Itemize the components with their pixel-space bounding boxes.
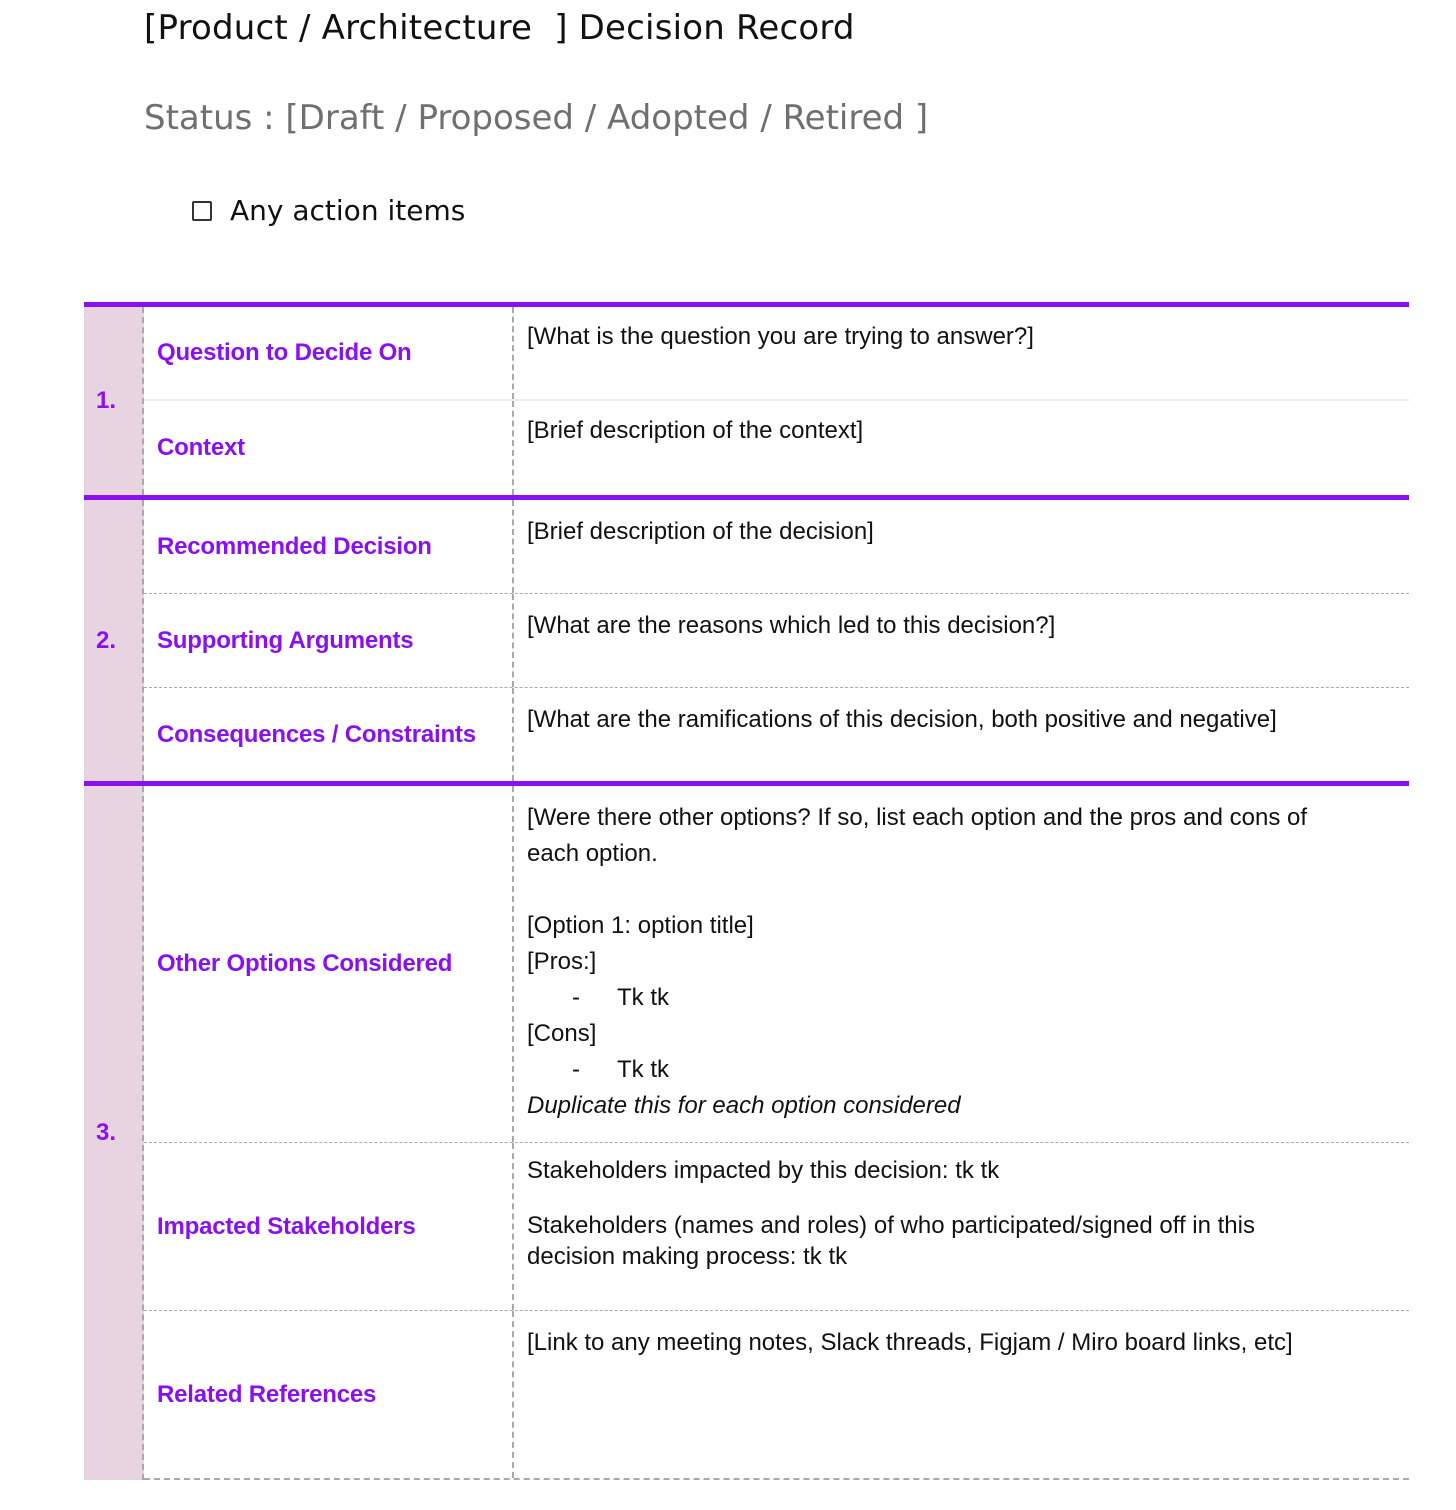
table-row (144, 786, 1409, 1143)
impacted-stakeholders-text: Stakeholders impacted by this decision: tk tk (527, 1157, 1000, 1184)
section-number: 2. (84, 500, 144, 781)
pros-label: [Pros:] (527, 948, 597, 975)
row-label: Question to Decide On (144, 307, 514, 399)
participants-line: Stakeholders (names and roles) of who participated/signed off in this (527, 1212, 1255, 1239)
dash-bullet: - (572, 1056, 580, 1083)
section-number: 3. (84, 786, 144, 1480)
row-label: Context (144, 401, 514, 495)
decision-record-table (84, 302, 1409, 1480)
row-content[interactable]: [What is the question you are trying to answer?] (527, 323, 1034, 350)
table-row (144, 500, 1409, 594)
status-line: Status : [Draft / Proposed / Adopted / Retired ] (144, 98, 929, 138)
section-1 (84, 302, 1409, 495)
cons-item: Tk tk (617, 1056, 669, 1083)
list-item (527, 980, 1409, 1016)
duplicate-note: Duplicate this for each option considered (527, 1092, 961, 1119)
document-title: [Product / Architecture ] Decision Record (144, 8, 855, 48)
list-item (527, 1052, 1409, 1088)
row-label: Impacted Stakeholders (144, 1143, 514, 1310)
row-label: Other Options Considered (144, 786, 514, 1142)
cons-label: [Cons] (527, 1020, 597, 1047)
dash-bullet: - (572, 984, 580, 1011)
action-items-checkbox[interactable] (192, 201, 212, 221)
options-intro-line: [Were there other options? If so, list each option and the pros and cons of (527, 804, 1308, 831)
table-row (144, 1311, 1409, 1480)
action-items-label: Any action items (230, 194, 466, 227)
row-content[interactable] (514, 1143, 1409, 1310)
table-row (144, 1143, 1409, 1311)
pros-item: Tk tk (617, 984, 669, 1011)
row-content[interactable]: [Link to any meeting notes, Slack threads, Figjam / Miro board links, etc] (527, 1329, 1293, 1356)
table-row (144, 594, 1409, 688)
row-label: Supporting Arguments (144, 594, 514, 687)
option-title: [Option 1: option title] (527, 912, 754, 939)
row-content[interactable]: [Brief description of the context] (527, 417, 864, 444)
row-content[interactable]: [Brief description of the decision] (527, 518, 874, 545)
row-label: Recommended Decision (144, 500, 514, 593)
section-2 (84, 495, 1409, 781)
action-items-row[interactable] (192, 194, 465, 227)
row-content[interactable]: [What are the reasons which led to this decision?] (527, 612, 1056, 639)
row-label: Consequences / Constraints (144, 688, 514, 781)
options-intro-line: each option. (527, 840, 658, 867)
section-number: 1. (84, 307, 144, 495)
participants-line: decision making process: tk tk (527, 1243, 848, 1270)
row-label: Related References (144, 1311, 514, 1478)
table-row (144, 401, 1409, 495)
section-3 (84, 781, 1409, 1480)
row-content[interactable] (514, 786, 1409, 1142)
row-content[interactable]: [What are the ramifications of this decision, both positive and negative] (527, 706, 1277, 733)
table-row (144, 688, 1409, 781)
table-row (144, 307, 1409, 401)
